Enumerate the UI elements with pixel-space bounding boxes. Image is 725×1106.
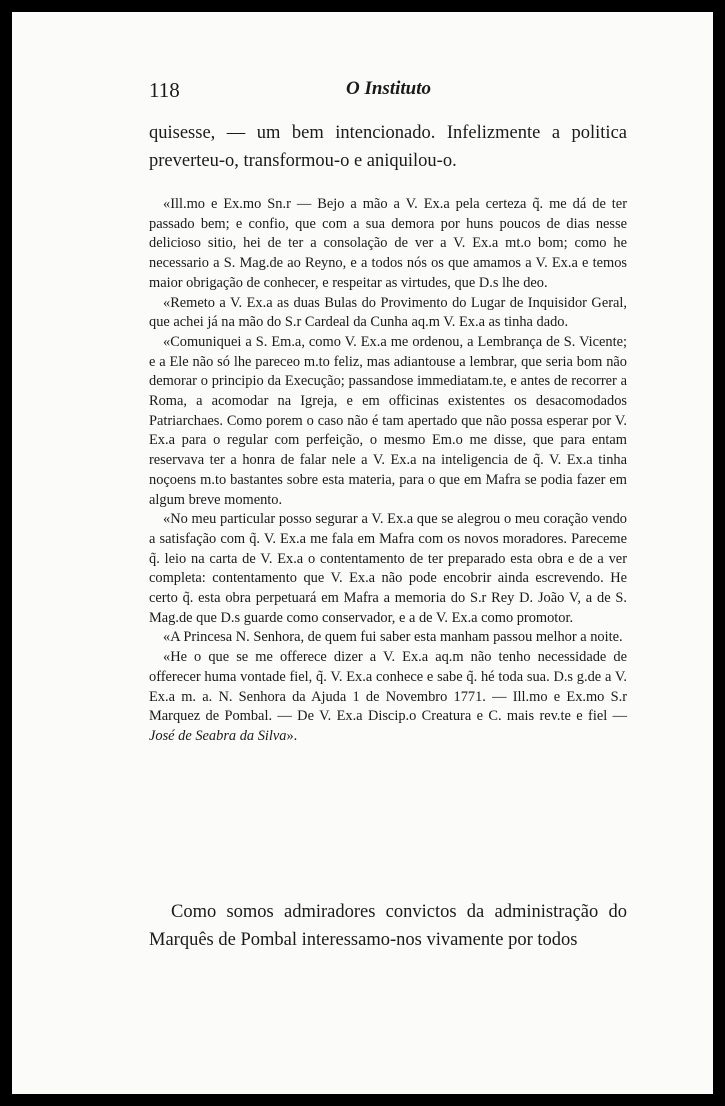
letter-final-paragraph xyxy=(149,648,627,747)
closing-paragraph: Como somos admiradores convictos da administração do Marquês de Pombal interessamo-nos vivamente por todos xyxy=(149,902,627,950)
letter-paragraph: «A Princesa N. Senhora, de quem fui saber esta manham passou melhor a noite. xyxy=(163,629,623,646)
letter-signature: José de Seabra da Silva xyxy=(149,727,287,744)
letter-paragraph: «Remeto a V. Ex.a as duas Bulas do Provimento do Lugar de Inquisidor Geral, que achei já na mão do S.r Cardeal da Cunha aq.m V. Ex.a as tinha dado. xyxy=(149,294,627,331)
page-header xyxy=(149,78,628,110)
letter-paragraph: «No meu particular posso segurar a V. Ex.a que se alegrou o meu coração vendo a satisfação com q̃. V. Ex.a me fala em Mafra com os novos moradores. Pareceme q̃. leio na carta de V. Ex.a o contentamento de ter preparado esta obra e de a ver completa: contentamento que V. Ex.a não pode encobrir ainda escrevendo. He certo q̃. esta obra perpetuará em Mafra a memoria do S.r Rey D. João V, a de S. Mag.de que D.s guarde como conservador, e a de V. Ex.a como promotor. xyxy=(149,511,627,626)
running-title: O Instituto xyxy=(346,78,432,99)
page-number: 118 xyxy=(149,78,180,102)
letter-paragraph: «Comuniquei a S. Em.a, como V. Ex.a me ordenou, a Lembrança de S. Vicente; e a Ele não só lhe pareceo m.to feliz, mas adiantouse a lembrar, que seria bom não demorar o principio da Execução; passandose immediatam.te, e antes de recorrer a Roma, a acomodar na Igreja, e em officinas existentes os desacomodados Patriarchaes. Como porem o caso não é tam apertado que não possa esperar por V. Ex.a para o regular com perfeição, o mesmo Em.o me disse, que para entam reservava ter a honra de falar nele a V. Ex.a na inteligencia de q̃. V. Ex.a tinha noçoens m.to bastantes sobre esta materia, para o que em Mafra se podia fazer em algum breve momento. xyxy=(149,333,627,508)
document-page xyxy=(12,12,713,1094)
quoted-letter xyxy=(149,195,627,747)
letter-final-text: «He o que se me offerece dizer a V. Ex.a aq.m não tenho necessidade de offerecer huma vontade fiel, q̃. V. Ex.a conhece e sabe q̃. hé toda sua. D.s g.de a V. Ex.a m. a. N. Senhora da Ajuda 1 de Novembro 1771. — Ill.mo e Ex.mo S.r Marquez de Pombal. — De V. Ex.a Discip.o Creatura e C. mais rev.te e fiel — xyxy=(149,649,627,725)
intro-paragraph: quisesse, — um bem intencionado. Infelizmente a politica preverteu-o, transformou-o e aniquilou-o. xyxy=(149,123,627,171)
letter-close-quote: ». xyxy=(286,727,298,744)
letter-paragraph: «Ill.mo e Ex.mo Sn.r — Bejo a mão a V. Ex.a pela certeza q̃. me dá de ter passado bem; e confio, que com a sua demora por huns poucos de dias nesse delicioso sitio, hei de ter a consolação de ver a V. Ex.a mt.o bom; como he necessario a S. Mag.de ao Reyno, e a todos nós os que amamos a V. Ex.a e temos maior obrigação de conhecer, e respeitar as virtudes, que D.s lhe deo. xyxy=(149,196,627,291)
